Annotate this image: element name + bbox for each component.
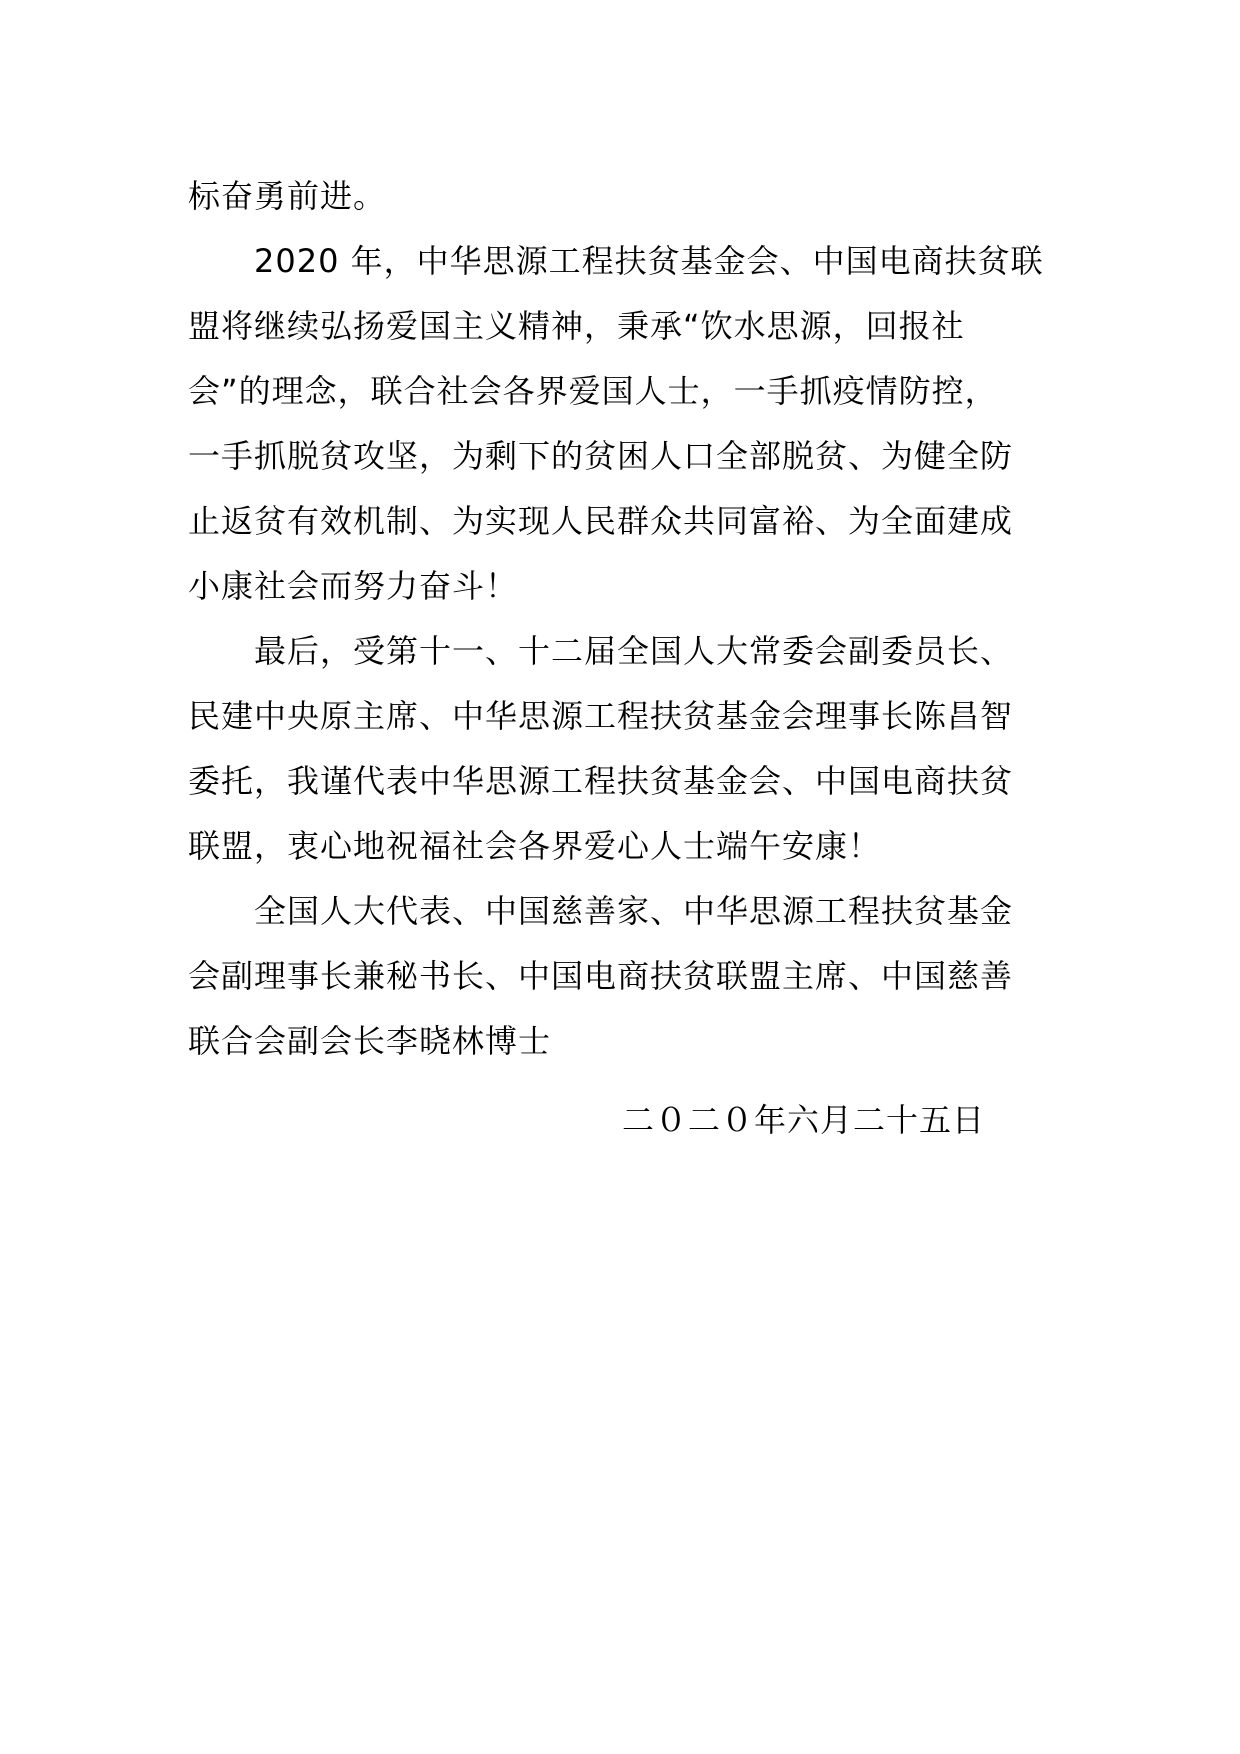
paragraph-closing-continuation (188, 164, 1056, 229)
paragraph-line: 委托，我谨代表中华思源工程扶贫基金会、中国电商扶贫 (188, 762, 1014, 800)
signature-line: 联合会副会长李晓林博士 (188, 1022, 552, 1060)
letter-body (188, 164, 1056, 1074)
paragraph-line: 盟将继续弘扬爱国主义精神，秉承“饮水思源，回报社 (188, 307, 965, 345)
paragraph-line: 标奋勇前进。 (188, 177, 387, 215)
signature-block (188, 879, 1056, 1074)
document-date: 二０二０年六月二十五日 (622, 1101, 986, 1139)
paragraph-line: 民建中央原主席、中华思源工程扶贫基金会理事长陈昌智 (188, 697, 1014, 735)
paragraph-blessing (188, 619, 1056, 879)
paragraph-line: 联盟，衷心地祝福社会各界爱心人士端午安康！ (188, 827, 882, 865)
signature-line: 全国人大代表、中国慈善家、中华思源工程扶贫基金 (254, 892, 1014, 930)
paragraph-line: 会”的理念，联合社会各界爱国人士，一手抓疫情防控， (188, 372, 998, 410)
signature-line: 会副理事长兼秘书长、中国电商扶贫联盟主席、中国慈善 (188, 957, 1014, 995)
paragraph-line: 最后，受第十一、十二届全国人大常委会副委员长、 (254, 632, 1014, 670)
paragraph-line: 一手抓脱贫攻坚，为剩下的贫困人口全部脱贫、为健全防 (188, 437, 1014, 475)
paragraph-line: 止返贫有效机制、为实现人民群众共同富裕、为全面建成 (188, 502, 1014, 540)
paragraph-line: 2020 年，中华思源工程扶贫基金会、中国电商扶贫联 (254, 242, 1044, 280)
paragraph-line: 小康社会而努力奋斗！ (188, 567, 519, 605)
paragraph-2020-plan (188, 229, 1056, 619)
